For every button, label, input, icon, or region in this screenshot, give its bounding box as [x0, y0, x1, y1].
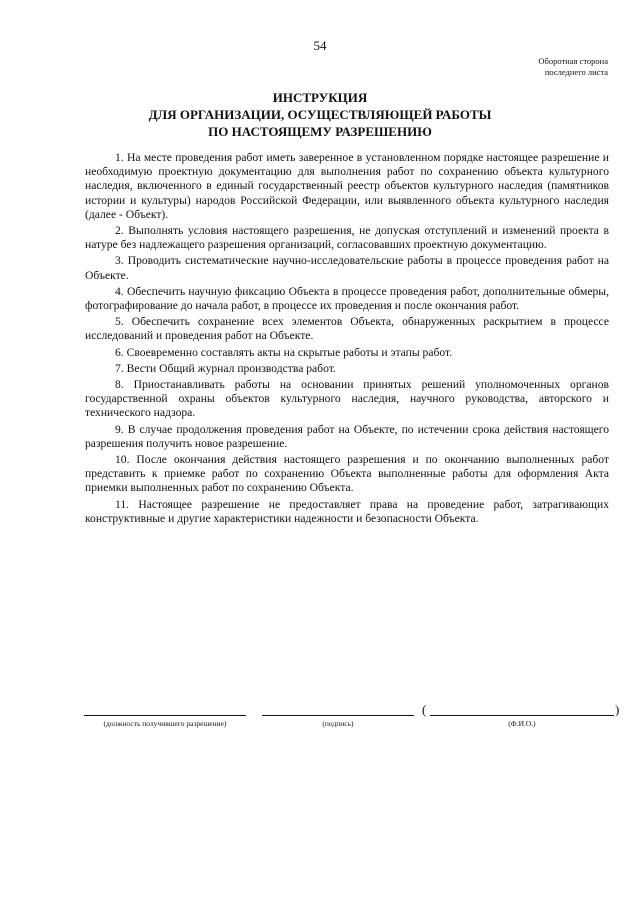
instruction-list	[85, 151, 609, 528]
instruction-item: 11. Настоящее разрешение не предоставляет права на проведение работ, затрагивающих конструктивные и другие характеристики надежности и безопасности Объекта.	[85, 497, 609, 525]
instruction-item: 6. Своевременно составлять акты на скрытые работы и этапы работ.	[115, 345, 453, 359]
position-caption: (должность получившего разрешение)	[103, 719, 227, 728]
title-line: ПО НАСТОЯЩЕМУ РАЗРЕШЕНИЮ	[208, 124, 432, 139]
page-number: 54	[313, 38, 327, 53]
document-title	[0, 89, 640, 140]
instruction-item: 4. Обеспечить научную фиксацию Объекта в процессе проведения работ, дополнительные обмеры, фотографирование до начала работ, в процессе их проведения и после окончания работ.	[85, 284, 609, 313]
name-line	[430, 715, 614, 716]
position-line	[84, 715, 246, 716]
open-paren: (	[422, 702, 427, 717]
side-note-line: последнего листа	[544, 67, 608, 77]
title-line: ДЛЯ ОРГАНИЗАЦИИ, ОСУЩЕСТВЛЯЮЩЕЙ РАБОТЫ	[148, 107, 492, 122]
instruction-item: 8. Приостанавливать работы на основании принятых решений уполномоченных органов государственной охраны объектов культурного наследия, научного руководства, авторского и технического надзора.	[85, 378, 609, 420]
instruction-item: 3. Проводить систематические научно-исследовательские работы в процессе проведения работ на Объекте.	[85, 254, 609, 282]
instruction-item: 10. После окончания действия настоящего разрешения и по окончанию выполненных работ представить к приемке работ по сохранению Объекта выполненные работы для оформления Акта приемки выполненных работ по сохранению Объекта.	[85, 453, 609, 495]
signature-block	[0, 700, 640, 740]
signature-line	[262, 715, 414, 716]
instruction-item: 2. Выполнять условия настоящего разрешения, не допуская отступлений и изменений проекта в натуре без надлежащего разрешения организаций, согласовавших проектную документацию.	[85, 224, 609, 252]
instruction-item: 9. В случае продолжения проведения работ на Объекте, по истечении срока действия настоящего разрешения получить новое разрешение.	[85, 422, 609, 450]
close-paren: )	[615, 702, 620, 717]
instruction-item: 5. Обеспечить сохранение всех элементов Объекта, обнаруженных раскрытием в процессе исследований и проведения работ на Объекте.	[85, 315, 609, 343]
side-note	[488, 56, 608, 78]
instruction-item: 7. Вести Общий журнал производства работ.	[115, 361, 336, 375]
signature-caption: (подпись)	[322, 719, 354, 728]
title-line: ИНСТРУКЦИЯ	[272, 90, 368, 105]
side-note-line: Оборотная сторона	[538, 56, 608, 66]
name-caption: (Ф.И.О.)	[508, 719, 536, 728]
instruction-item: 1. На месте проведения работ иметь заверенное в установленном порядке настоящее разрешение и необходимую проектную документацию для выполнения работ по сохранению объекта культурного наследия, включенного в единый государственный реестр объектов культурного наследия (памятников истории и культуры) народов Российской Федерации, или выявленного объекта культурного наследия (далее - Объект).	[85, 151, 609, 221]
